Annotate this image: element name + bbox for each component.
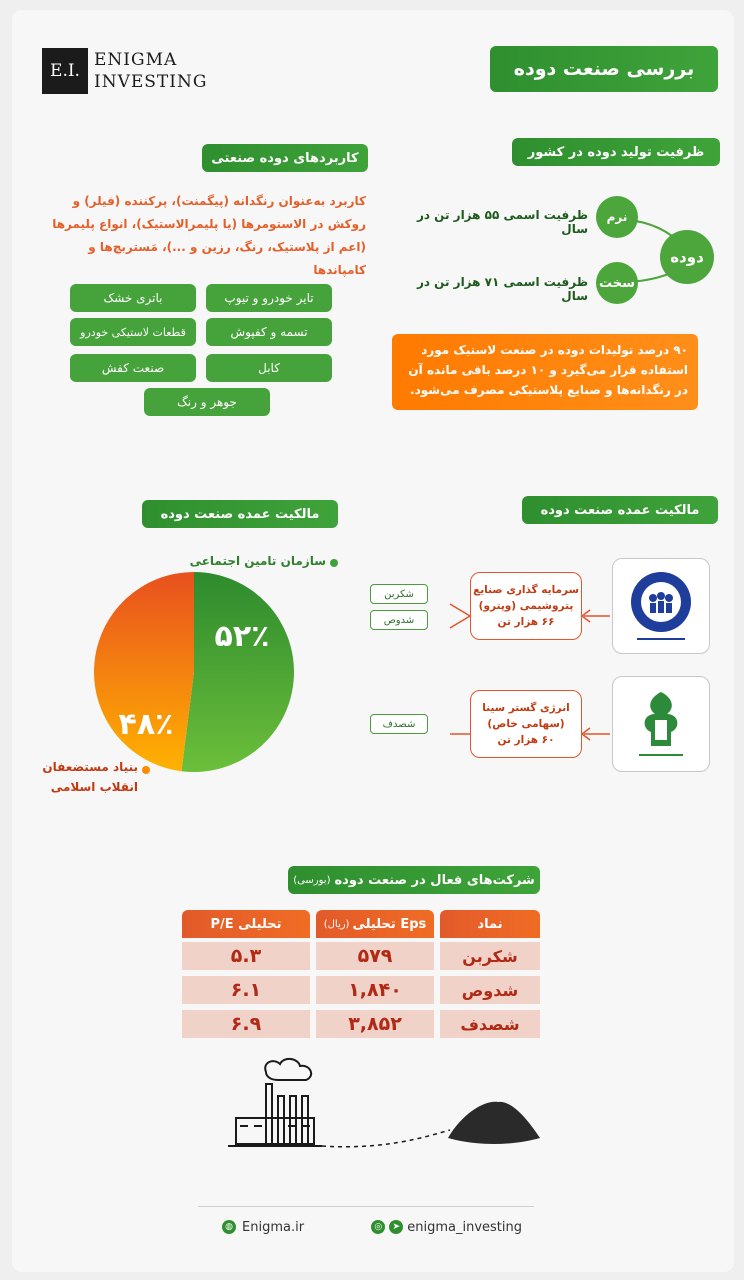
brand-logo xyxy=(42,48,208,96)
eps-header-label: Eps تحلیلی xyxy=(352,916,427,932)
footer-website[interactable] xyxy=(222,1220,304,1235)
social-security-logo xyxy=(612,558,710,654)
hard-capacity-text: ظرفیت اسمی ۷۱ هزار تن در سال xyxy=(416,275,588,303)
table-cell-eps: ۱,۸۴۰ xyxy=(316,976,434,1004)
table-cell-pe: ۶.۹ xyxy=(182,1010,310,1038)
group1-info xyxy=(470,572,582,640)
capacity-note-text: ۹۰ درصد تولیدات دوده در صنعت لاستیک مورد استفاده قرار می‌گیرد و ۱۰ درصد باقی مانده آن در رنگدانه‌ها و صنایع پلاستیکی مصرف می‌شود. xyxy=(408,343,688,397)
factory-icon xyxy=(228,1059,322,1146)
legend-dot-b xyxy=(142,766,150,774)
page-title: بررسی صنعت دوده xyxy=(490,46,718,92)
companies-header-main: شرکت‌های فعال در صنعت دوده xyxy=(334,872,535,888)
application-item: باتری خشک xyxy=(70,284,196,312)
application-item: کابل xyxy=(206,354,332,382)
hard-badge: سخت xyxy=(596,262,638,304)
application-item: قطعات لاستیکی خودرو xyxy=(70,318,196,346)
capacity-note xyxy=(392,334,698,410)
carbon-black-pile-icon xyxy=(448,1102,540,1144)
soft-badge: نرم xyxy=(596,196,638,238)
legend-dot-a xyxy=(330,559,338,567)
pie-value-label: ۵۲٪ xyxy=(214,619,270,654)
ownership-chart-header: مالکیت عمده صنعت دوده xyxy=(142,500,338,528)
symbol-tag: شصدف xyxy=(370,714,428,734)
footer-social[interactable] xyxy=(371,1220,522,1235)
group2-line1: انرژی گستر سینا xyxy=(482,702,570,714)
table-cell-eps: ۳,۸۵۲ xyxy=(316,1010,434,1038)
instagram-icon: ◎ xyxy=(371,1220,385,1234)
group2-line2: (سهامی خاص) xyxy=(487,718,565,730)
social-handle: enigma_investing xyxy=(407,1219,522,1235)
footer-divider xyxy=(198,1206,534,1207)
group2-info xyxy=(470,690,582,758)
symbol-tag: شکربن xyxy=(370,584,428,604)
applications-header: کاربردهای دوده صنعتی xyxy=(202,144,368,172)
application-item: تایر خودرو و تیوپ xyxy=(206,284,332,312)
pie-slice xyxy=(181,572,294,772)
table-cell-symbol: شکربن xyxy=(440,942,540,970)
mostazafan-emblem-icon xyxy=(621,684,701,764)
table-cell-symbol: شدوص xyxy=(440,976,540,1004)
pie-value-label: ۴۸٪ xyxy=(118,707,174,742)
ownership-pie-chart xyxy=(92,570,296,774)
mostazafan-foundation-logo xyxy=(612,676,710,772)
symbol-tag: شدوص xyxy=(370,610,428,630)
table-cell-pe: ۶.۱ xyxy=(182,976,310,1004)
capacity-header: ظرفیت تولید دوده در کشور xyxy=(512,138,720,166)
application-item: جوهر و رنگ xyxy=(144,388,270,416)
group1-line2: پتروشیمی (وپترو) xyxy=(478,600,574,612)
companies-header xyxy=(288,866,540,894)
applications-description: کاربرد به‌عنوان رنگدانه (پیگمنت)، پرکننده (فیلر) و روکش در الاستومرها (یا پلیمرالاستیک)، انواع پلیمرها (اعم از پلاستیک، رنگ، رزین و ...)، مَستربچ‌ها و کامپاندها xyxy=(52,194,366,277)
telegram-icon: ➤ xyxy=(389,1220,403,1234)
table-cell-symbol: شصدف xyxy=(440,1010,540,1038)
column-header-symbol: نماد xyxy=(440,910,540,938)
legend-label-a: سازمان تامین اجتماعی xyxy=(189,554,326,568)
factory-to-soot-illustration xyxy=(222,1054,542,1154)
table-cell-eps: ۵۷۹ xyxy=(316,942,434,970)
group1-line3: ۶۶ هزار تن xyxy=(497,616,555,628)
legend-label-b-line1: بنیاد مستضعفان xyxy=(42,760,138,774)
ownership-tree-header: مالکیت عمده صنعت دوده xyxy=(522,496,718,524)
soft-capacity-text: ظرفیت اسمی ۵۵ هزار تن در سال xyxy=(416,208,588,236)
brand-name-line1: ENIGMA xyxy=(94,50,178,70)
group1-line1: سرمایه گذاری صنایع xyxy=(473,584,579,596)
social-security-emblem-icon xyxy=(621,566,701,646)
group2-line3: ۶۰ هزار تن xyxy=(497,734,555,746)
application-item: تسمه و کفپوش xyxy=(206,318,332,346)
column-header-eps xyxy=(316,910,434,938)
legend-label-b-line2: انقلاب اسلامی xyxy=(50,780,138,794)
globe-icon: ◍ xyxy=(222,1220,236,1234)
brand-initials: E.I. xyxy=(42,48,88,94)
footer xyxy=(222,1216,522,1238)
soot-center-circle: دوده xyxy=(660,230,714,284)
brand-name-line2: INVESTING xyxy=(94,72,208,92)
application-item: صنعت کفش xyxy=(70,354,196,382)
eps-header-unit: (ریال) xyxy=(323,918,350,930)
infographic-card xyxy=(12,10,734,1272)
website-label: Enigma.ir xyxy=(242,1219,305,1235)
companies-header-sub: (بورسی) xyxy=(293,874,331,886)
column-header-pe: P/E تحلیلی xyxy=(182,910,310,938)
table-cell-pe: ۵.۳ xyxy=(182,942,310,970)
